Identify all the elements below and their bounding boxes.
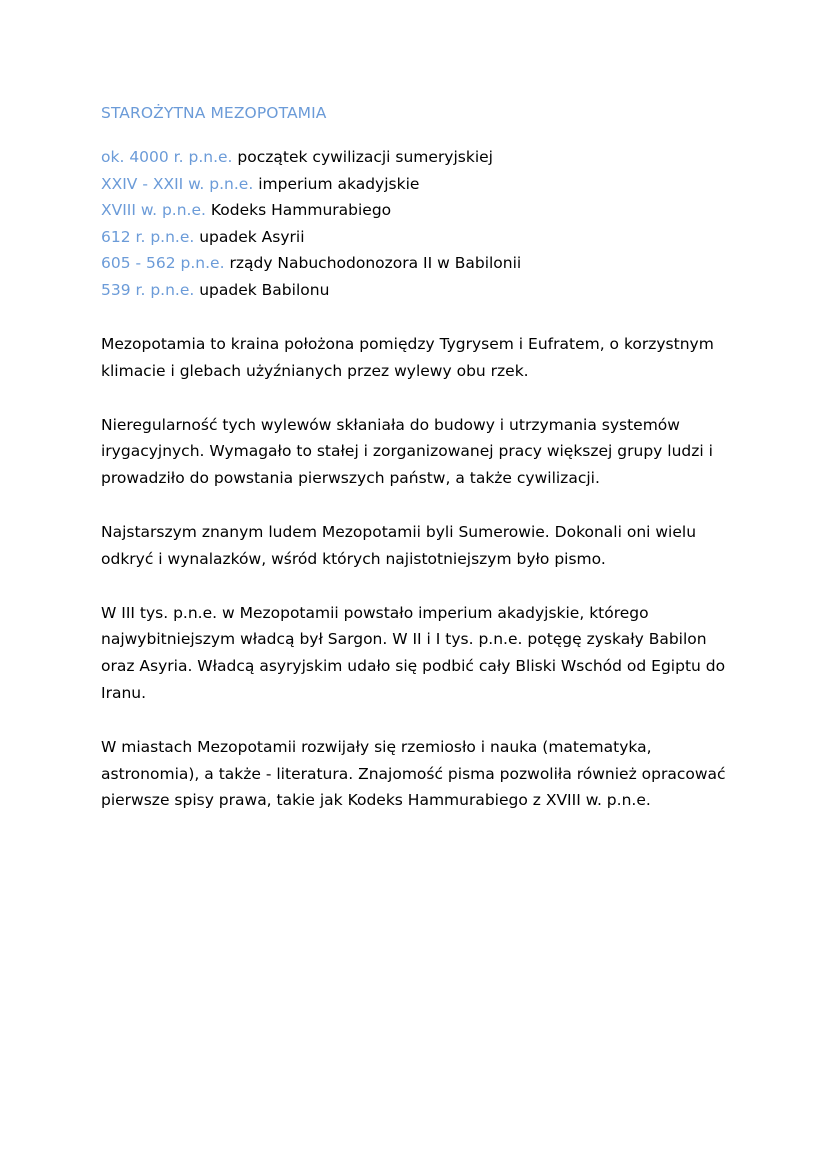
timeline-list — [101, 144, 741, 303]
paragraph-empires — [101, 600, 741, 707]
paragraph-geography — [101, 331, 741, 385]
paragraph-line: oraz Asyria. Władcą asyryjskim udało się podbić cały Bliski Wschód od Egiptu do — [101, 657, 726, 676]
paragraph-line: Nieregularność tych wylewów skłaniała do budowy i utrzymania systemów — [101, 415, 680, 434]
timeline-item — [101, 277, 741, 304]
timeline-event: upadek Babilonu — [199, 280, 330, 299]
paragraph-line: irygacyjnych. Wymagało to stałej i zorganizowanej pracy większej grupy ludzi i — [101, 442, 713, 461]
paragraph-line: W miastach Mezopotamii rozwijały się rzemiosło i nauka (matematyka, — [101, 737, 652, 756]
paragraph-line: W III tys. p.n.e. w Mezopotamii powstało imperium akadyjskie, którego — [101, 603, 649, 622]
paragraph-line: Mezopotamia to kraina położona pomiędzy Tygrysem i Eufratem, o korzystnym — [101, 335, 714, 353]
paragraph-line: prowadziło do powstania pierwszych państw, a także cywilizacji. — [101, 469, 600, 488]
timeline-item — [101, 250, 741, 277]
timeline-item — [101, 144, 741, 171]
paragraph-line: pierwsze spisy prawa, takie jak Kodeks Hammurabiego z XVIII w. p.n.e. — [101, 791, 651, 810]
paragraph-line: Iranu. — [101, 683, 147, 702]
timeline-event: Kodeks Hammurabiego — [210, 201, 392, 219]
timeline-date: XXIV - XXII w. p.n.e. — [101, 174, 254, 193]
timeline-item — [101, 224, 741, 251]
paragraph-irrigation — [101, 412, 741, 492]
document-page — [101, 101, 741, 841]
timeline-item — [101, 197, 741, 224]
timeline-event: imperium akadyjskie — [258, 174, 420, 193]
paragraph-line: odkryć i wynalazków, wśród których najistotniejszym było pismo. — [101, 549, 606, 568]
paragraph-line: Najstarszym znanym ludem Mezopotamii byli Sumerowie. Dokonali oni wielu — [101, 522, 697, 541]
paragraph-culture — [101, 734, 741, 814]
timeline-date: 612 r. p.n.e. — [101, 227, 195, 246]
paragraph-line: klimacie i glebach użyźnianych przez wylewy obu rzek. — [101, 361, 529, 380]
paragraph-line: najwybitniejszym władcą był Sargon. W II i I tys. p.n.e. potęgę zyskały Babilon — [101, 630, 707, 649]
timeline-event: początek cywilizacji sumeryjskiej — [237, 148, 493, 166]
timeline-event: upadek Asyrii — [199, 227, 305, 246]
timeline-date: XVIII w. p.n.e. — [101, 201, 206, 219]
timeline-item — [101, 171, 741, 198]
paragraph-sumerians — [101, 519, 741, 573]
timeline-date: 539 r. p.n.e. — [101, 280, 195, 299]
timeline-date: 605 - 562 p.n.e. — [101, 254, 225, 272]
document-title: STAROŻYTNA MEZOPOTAMIA — [101, 104, 327, 122]
timeline-date: ok. 4000 r. p.n.e. — [101, 148, 233, 166]
timeline-event: rządy Nabuchodonozora II w Babilonii — [229, 254, 522, 272]
paragraph-line: astronomia), a także - literatura. Znajomość pisma pozwoliła również opracować — [101, 764, 726, 783]
